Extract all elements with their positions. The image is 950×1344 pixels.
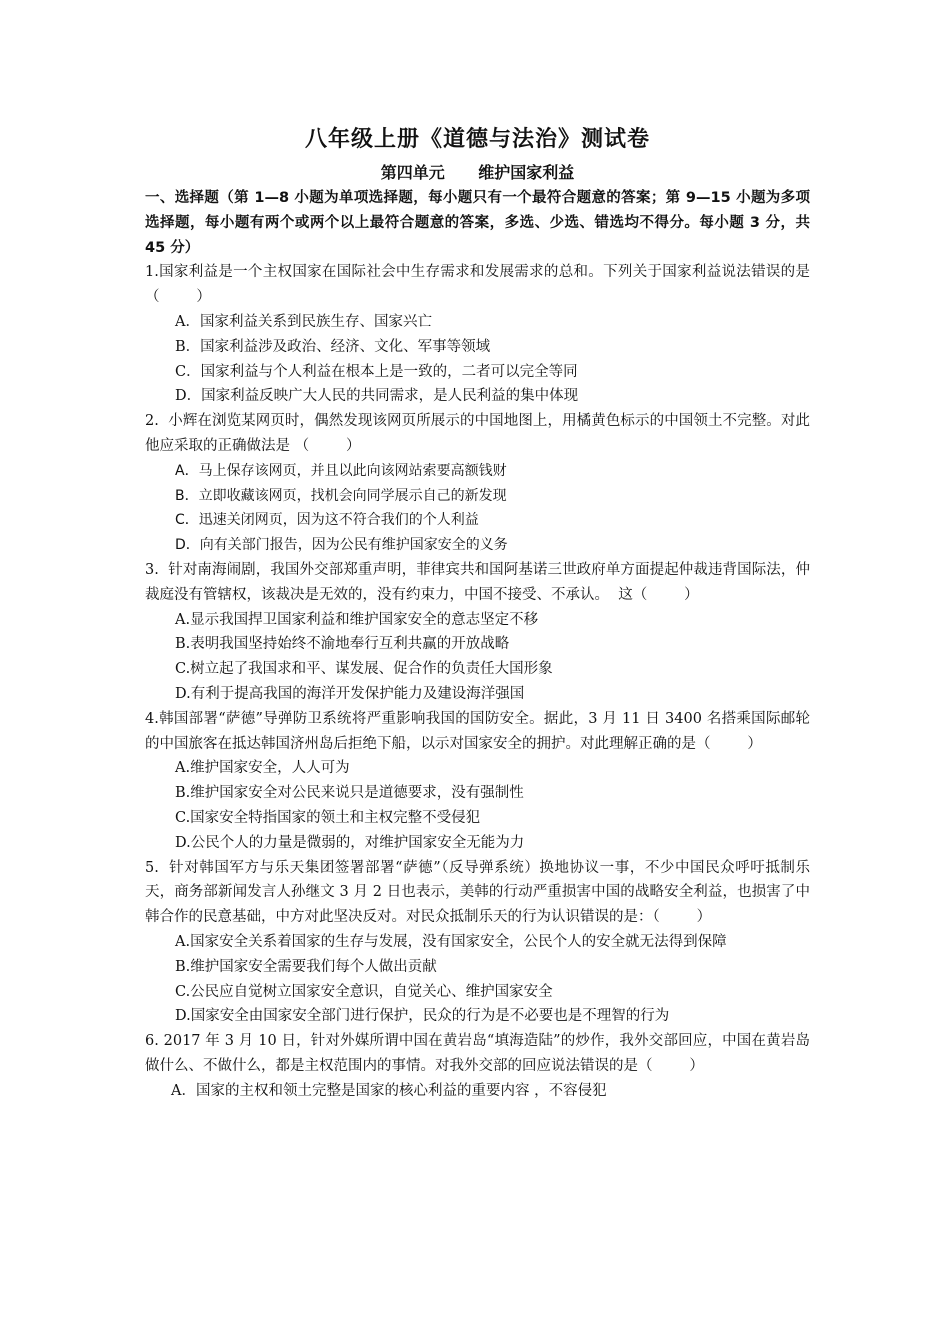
section-instructions: 一、选择题（第 1—8 小题为单项选择题，每小题只有一个最符合题意的答案；第 9—15 小题为多项选择题，每小题有两个或两个以上最符合题意的答案，多选、少选、错选均不得分。每小题 3 分，共 45 分） [145, 190, 810, 256]
question-3 [145, 558, 810, 707]
option-c: C.国家安全特指国家的领土和主权完整不受侵犯 [175, 809, 481, 826]
exam-title: 八年级上册《道德与法治》测试卷 [304, 127, 650, 152]
question-5 [145, 856, 810, 1030]
option-b: B．立即收藏该网页，找机会向同学展示自己的新发现 [175, 487, 507, 504]
option-a: A．国家利益关系到民族生存、国家兴亡 [175, 313, 432, 330]
option-a: A．国家的主权和领土完整是国家的核心利益的重要内容 ，不容侵犯 [171, 1082, 607, 1099]
option-c: C．迅速关闭网页，因为这不符合我们的个人利益 [175, 512, 479, 529]
option-d: D.国家安全由国家安全部门进行保护，民众的行为是不必要也是不理智的行为 [175, 1008, 670, 1025]
question-stem: 3. 针对南海闹剧，我国外交部郑重声明，菲律宾共和国阿基诺三世政府单方面提起仲裁违背国际法，仲裁庭没有管辖权，该裁决是无效的，没有约束力，中国不接受、不承认。 这（ ） [145, 561, 810, 603]
question-stem: 1.国家利益是一个主权国家在国际社会中生存需求和发展需求的总和。下列关于国家利益说法错误的是 （ ） [145, 264, 815, 306]
option-d: D．国家利益反映广大人民的共同需求，是人民利益的集中体现 [175, 388, 579, 405]
question-stem: 2. 小辉在浏览某网页时，偶然发现该网页所展示的中国地图上，用橘黄色标示的中国领土不完整。对此他应采取的正确做法是 （ ） [145, 413, 810, 454]
question-stem: 4.韩国部署“萨德”导弹防卫系统将严重影响我国的国防安全。据此，3 月 11 日 3400 名搭乘国际邮轮的中国旅客在抵达韩国济州岛后拒绝下船，以示对国家安全的拥护。对此理解正确的是（ ） [145, 710, 810, 752]
option-b: B.维护国家安全需要我们每个人做出贡献 [175, 958, 437, 975]
option-b: B.维护国家安全对公民来说只是道德要求，没有强制性 [175, 785, 524, 802]
exam-page [145, 122, 815, 1103]
option-c: C．国家利益与个人利益在根本上是一致的，二者可以完全等同 [175, 363, 578, 380]
question-stem: 6. 2017 年 3 月 10 日，针对外媒所谓中国在黄岩岛“填海造陆”的炒作，我外交部回应，中国在黄岩岛做什么、不做什么，都是主权范围内的事情。对我外交部的回应说法错误的是（ ） [145, 1033, 810, 1074]
unit-heading: 第四单元 维护国家利益 [380, 163, 575, 182]
option-a: A.国家安全关系着国家的生存与发展，没有国家安全，公民个人的安全就无法得到保障 [175, 933, 727, 950]
question-2 [145, 409, 810, 558]
option-b: B.表明我国坚持始终不渝地奉行互利共赢的开放战略 [175, 636, 510, 653]
question-4 [145, 707, 810, 856]
option-a: A．马上保存该网页，并且以此向该网站索要高额钱财 [175, 462, 507, 479]
option-a: A.显示我国捍卫国家利益和维护国家安全的意志坚定不移 [175, 611, 539, 628]
option-c: C.树立起了我国求和平、谋发展、促合作的负责任大国形象 [175, 661, 553, 678]
question-stem: 5. 针对韩国军方与乐天集团签署部署“萨德”（反导弹系统）换地协议一事，不少中国民众呼吁抵制乐天，商务部新闻发言人孙继文 3 月 2 日也表示，美韩的行动严重损害中国的战略安全利益，也损害了中韩合作的民意基础，中方对此坚决反对。对民众抵制乐天的行为认识错误的是：（ ） [145, 859, 810, 926]
option-d: D．向有关部门报告，因为公民有维护国家安全的义务 [175, 537, 508, 554]
question-6 [145, 1029, 810, 1103]
question-1 [145, 260, 815, 409]
option-b: B．国家利益涉及政治、经济、文化、军事等领域 [175, 338, 491, 355]
option-d: D.有利于提高我国的海洋开发保护能力及建设海洋强国 [175, 685, 525, 702]
option-a: A.维护国家安全，人人可为 [175, 760, 350, 777]
option-d: D.公民个人的力量是微弱的，对维护国家安全无能为力 [175, 834, 525, 851]
option-c: C.公民应自觉树立国家安全意识，自觉关心、维护国家安全 [175, 983, 553, 1000]
